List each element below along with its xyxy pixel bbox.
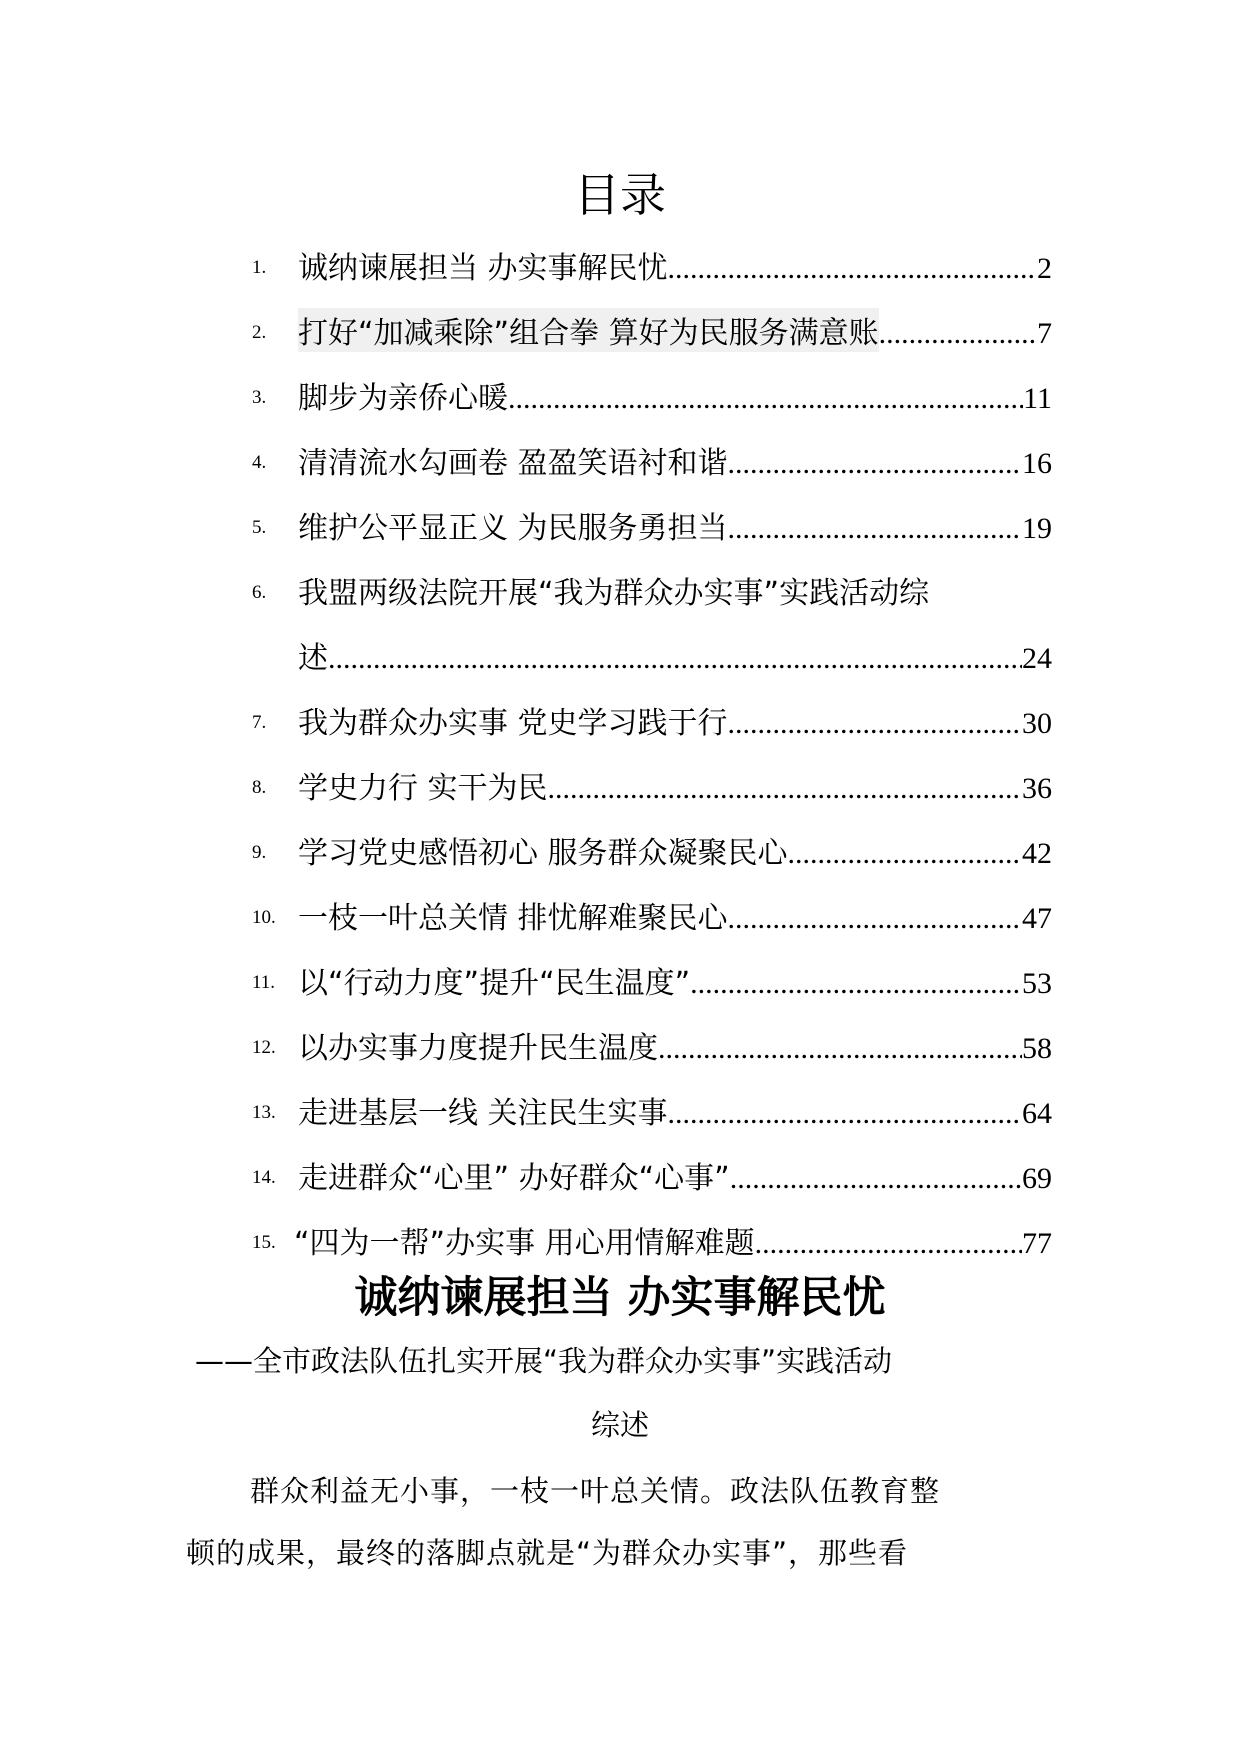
toc-item-page: 30	[1022, 706, 1052, 740]
toc-item-number: 1.	[252, 256, 267, 278]
toc-title: 目录	[574, 168, 666, 222]
toc-item-page: 77	[1022, 1226, 1052, 1260]
toc-item-page: 24	[1022, 641, 1052, 675]
toc-item-page: 36	[1022, 771, 1052, 805]
toc-item-title: “四为一帮”办实事 用心用情解难题	[294, 1225, 755, 1261]
toc-item-14[interactable]	[252, 1142, 1052, 1207]
toc-item-number: 8.	[252, 776, 267, 798]
toc-item-number: 9.	[252, 841, 267, 863]
toc-item-number: 14.	[252, 1166, 276, 1188]
toc-item-number: 6.	[252, 581, 267, 603]
toc-item-title: 以办实事力度提升民生温度	[298, 1030, 658, 1066]
body-paragraph-line: 群众利益无小事，一枝一叶总关情。政法队伍教育整	[250, 1474, 941, 1508]
toc-item-page: 69	[1022, 1161, 1052, 1195]
toc-item-title: 走进群众“心里” 办好群众“心事”	[298, 1160, 730, 1196]
toc-item-number: 3.	[252, 386, 267, 408]
toc-item-5[interactable]	[252, 492, 1052, 557]
toc-item-number: 11.	[252, 971, 276, 993]
toc-leader-dots	[690, 967, 1022, 1001]
toc-item-page: 19	[1022, 511, 1052, 545]
toc-item-11[interactable]	[252, 947, 1052, 1012]
toc-item-2[interactable]	[252, 297, 1052, 362]
toc-item-number: 10.	[252, 906, 276, 928]
toc-leader-dots	[328, 642, 1022, 676]
toc-leader-dots	[668, 252, 1037, 286]
toc-item-page: 42	[1022, 836, 1052, 870]
toc-leader-dots	[730, 1162, 1022, 1196]
toc-item-number: 7.	[252, 711, 267, 733]
toc-item-title: 学习党史感悟初心 服务群众凝聚民心	[298, 835, 788, 871]
toc-item-number: 15.	[252, 1231, 276, 1253]
body-paragraph-line: 顿的成果，最终的落脚点就是“为群众办实事”，那些看	[186, 1536, 909, 1570]
article-subtitle-continued: 综述	[590, 1408, 649, 1442]
toc-leader-dots	[755, 1227, 1022, 1261]
toc-item-10[interactable]	[252, 882, 1052, 947]
toc-item-7[interactable]	[252, 687, 1052, 752]
toc-leader-dots	[879, 317, 1037, 351]
toc-item-title: 脚步为亲侨心暖	[298, 380, 508, 416]
toc-item-6-continued[interactable]	[252, 622, 1052, 687]
toc-leader-dots	[728, 707, 1022, 741]
toc-leader-dots	[668, 1097, 1022, 1131]
toc-leader-dots	[658, 1032, 1022, 1066]
toc-item-number: 4.	[252, 451, 267, 473]
toc-leader-dots	[728, 447, 1022, 481]
toc-item-page: 11	[1023, 381, 1052, 415]
toc-leader-dots	[548, 772, 1022, 806]
toc-item-page: 47	[1022, 901, 1052, 935]
toc-item-title: 一枝一叶总关情 排忧解难聚民心	[298, 900, 728, 936]
toc-item-page: 64	[1022, 1096, 1052, 1130]
toc-item-title: 我盟两级法院开展“我为群众办实事”实践活动综	[298, 575, 930, 611]
toc-leader-dots	[728, 902, 1022, 936]
toc-item-8[interactable]	[252, 752, 1052, 817]
article-subtitle: ——全市政法队伍扎实开展“我为群众办实事”实践活动	[195, 1344, 893, 1378]
toc-item-12[interactable]	[252, 1012, 1052, 1077]
toc-item-title: 走进基层一线 关注民生实事	[298, 1095, 668, 1131]
toc-item-title: 学史力行 实干为民	[298, 770, 548, 806]
toc-item-number: 13.	[252, 1101, 276, 1123]
toc-item-title: 清清流水勾画卷 盈盈笑语衬和谐	[298, 445, 728, 481]
toc-item-9[interactable]	[252, 817, 1052, 882]
toc-item-title: 诚纳谏展担当 办实事解民忧	[298, 250, 668, 286]
article-title: 诚纳谏展担当 办实事解民忧	[354, 1273, 886, 1323]
toc-item-title: 我为群众办实事 党史学习践于行	[298, 705, 728, 741]
toc-item-number: 2.	[252, 321, 267, 343]
toc-item-title: 维护公平显正义 为民服务勇担当	[298, 510, 728, 546]
toc-leader-dots	[508, 382, 1023, 416]
toc-item-15[interactable]	[252, 1207, 1052, 1272]
toc-item-1[interactable]	[252, 232, 1052, 297]
toc-item-4[interactable]	[252, 427, 1052, 492]
toc-item-page: 16	[1022, 446, 1052, 480]
toc-leader-dots	[788, 837, 1022, 871]
toc-item-title: 打好“加减乘除”组合拳 算好为民服务满意账	[298, 308, 879, 352]
toc-item-page: 7	[1037, 316, 1052, 350]
toc-item-3[interactable]	[252, 362, 1052, 427]
toc-item-number: 5.	[252, 516, 267, 538]
toc-item-number: 12.	[252, 1036, 276, 1058]
toc-item-page: 58	[1022, 1031, 1052, 1065]
toc-item-title: 以“行动力度”提升“民生温度”	[298, 965, 691, 1001]
toc-item-title-continued: 述	[298, 640, 328, 676]
toc-item-page: 2	[1037, 251, 1052, 285]
table-of-contents	[252, 232, 1052, 1272]
toc-item-13[interactable]	[252, 1077, 1052, 1142]
toc-item-page: 53	[1022, 966, 1052, 1000]
toc-item-6[interactable]	[252, 557, 1052, 622]
toc-leader-dots	[728, 512, 1022, 546]
